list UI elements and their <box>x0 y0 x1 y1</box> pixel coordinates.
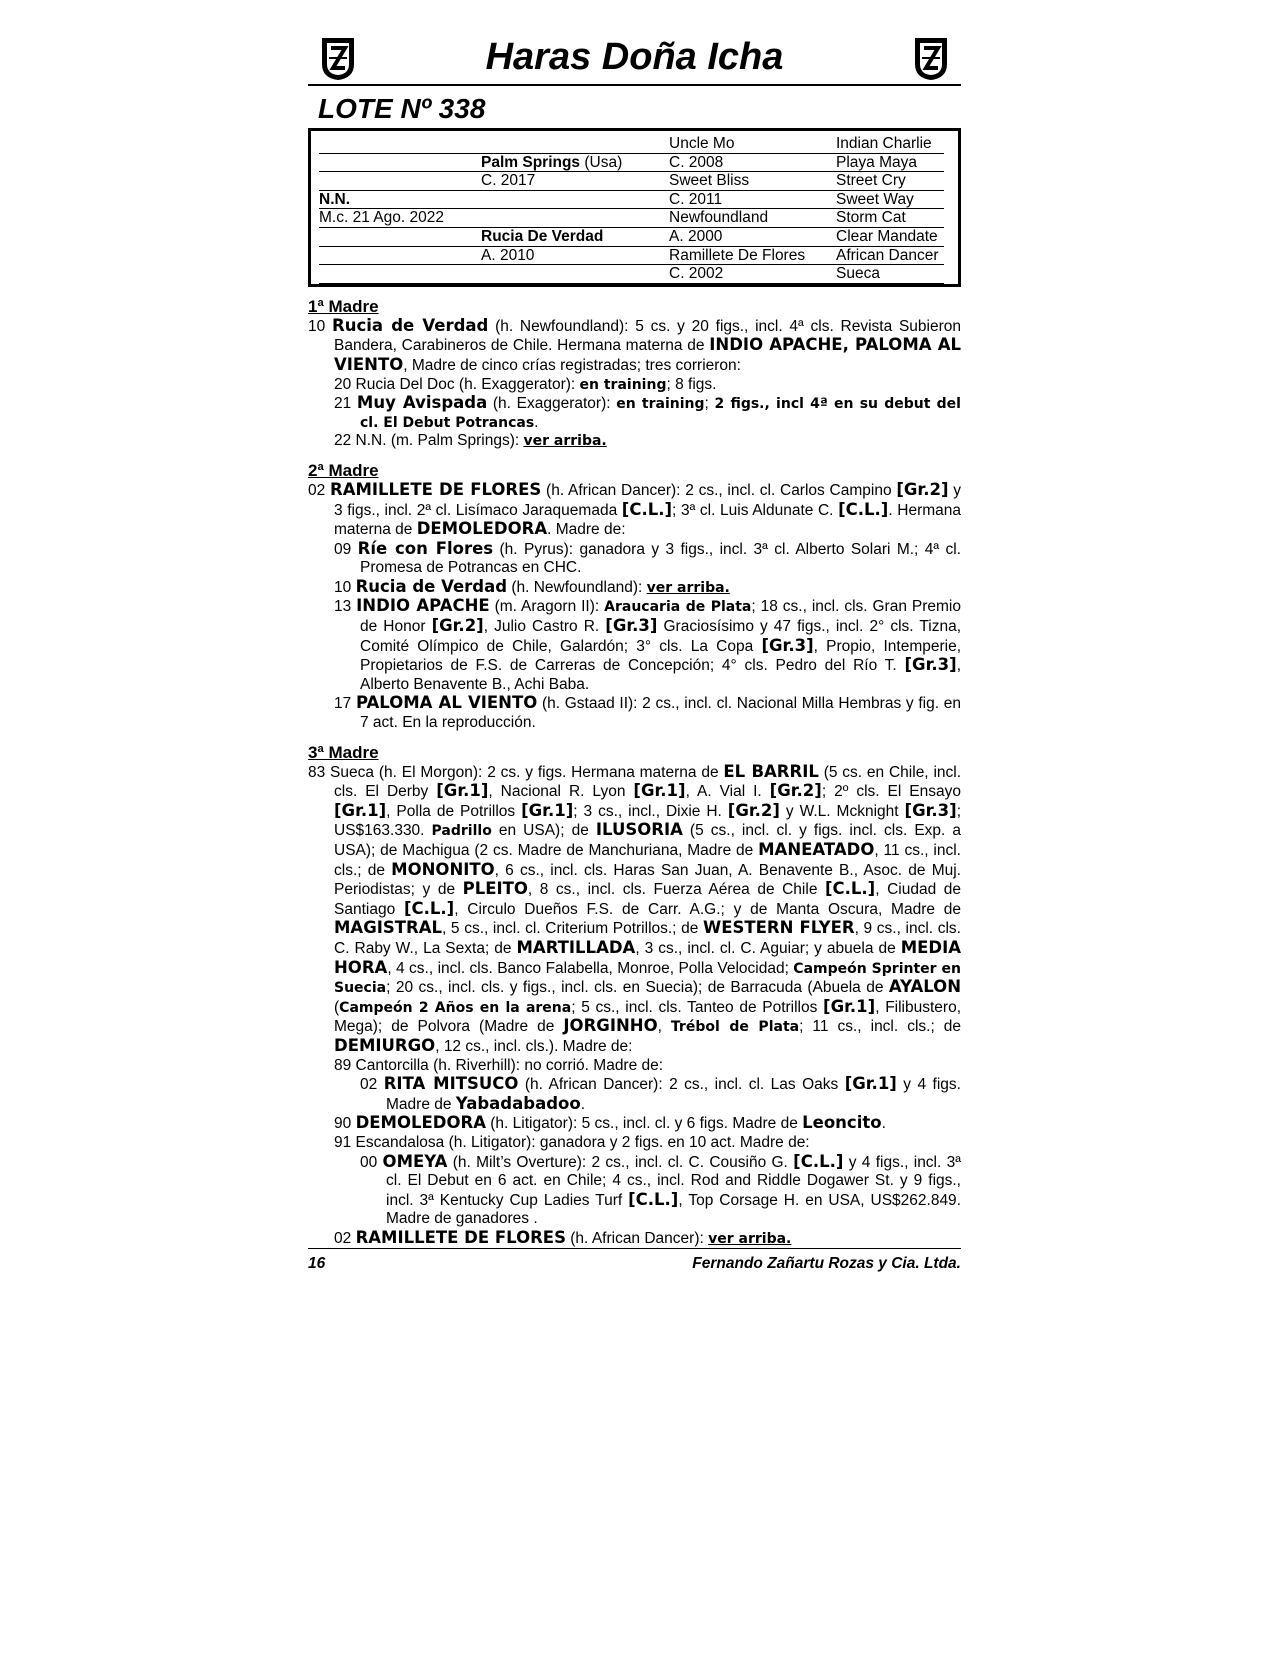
pedigree-cell: A. 2000 <box>669 228 836 247</box>
pedigree-cell <box>319 172 481 191</box>
pedigree-cell <box>481 209 669 228</box>
pedigree-cell <box>319 228 481 247</box>
pedigree-row <box>319 228 944 247</box>
second-dam-section <box>308 461 961 733</box>
offspring-entry: 91 Escandalosa (h. Litigator): ganadora y 2 figs. en 10 act. Madre de: <box>334 1133 810 1151</box>
pedigree-cell: Sueca <box>836 265 944 284</box>
pedigree-cell: African Dancer <box>836 247 944 266</box>
first-dam-section <box>308 297 961 451</box>
dam-entry: 10 Rucia de Verdad (h. Newfoundland): 5 cs. y 20 figs., incl. 4ª cls. Revista Subieron Bandera, Carabineros de Chile. Hermana materna de INDIO APACHE, PALOMA AL VIENTO, Madre de cinco crías registradas; tres corrieron: <box>308 315 961 374</box>
pedigree-cell: Clear Mandate <box>836 228 944 247</box>
pedigree-cell <box>481 135 669 154</box>
pedigree-cell <box>481 265 669 284</box>
pedigree-cell: C. 2002 <box>669 265 836 284</box>
offspring-entry: 22 N.N. (m. Palm Springs): ver arriba. <box>334 432 607 450</box>
pedigree-cell <box>319 154 481 173</box>
pedigree-cell <box>319 247 481 266</box>
pedigree-cell <box>481 191 669 210</box>
offspring-entry: 21 Muy Avispada (h. Exaggerator): en training; 2 figs., incl 4ª en su debut del cl. El Debut Potrancas. <box>334 393 961 431</box>
pedigree-cell: C. 2017 <box>481 172 669 191</box>
section-heading: 1ª Madre <box>308 296 379 316</box>
pedigree-row <box>319 135 944 154</box>
pedigree-cell: Playa Maya <box>836 154 944 173</box>
offspring-entry: 20 Rucia Del Doc (h. Exaggerator): en training; 8 figs. <box>334 375 717 393</box>
pedigree-cell: Storm Cat <box>836 209 944 228</box>
offspring-entry: 09 Ríe con Flores (h. Pyrus): ganadora y 3 figs., incl. 3ª cl. Alberto Solari M.; 4ª cl. Promesa de Potrancas en CHC. <box>334 538 961 577</box>
pedigree-cell: Newfoundland <box>669 209 836 228</box>
offspring-entry: 02 RAMILLETE DE FLORES (h. African Dancer): ver arriba. <box>334 1227 792 1247</box>
pedigree-cell <box>319 265 481 284</box>
page-footer <box>308 1248 961 1273</box>
offspring-entry: 90 DEMOLEDORA (h. Litigator): 5 cs., incl. cl. y 6 figs. Madre de Leoncito. <box>334 1113 886 1133</box>
lot-number: LOTE Nº 338 <box>318 93 486 124</box>
pedigree-row <box>319 191 944 210</box>
dam-entry: 83 Sueca (h. El Morgon): 2 cs. y figs. Hermana materna de EL BARRIL (5 cs. en Chile, incl. cls. El Derby [Gr.1], Nacional R. Lyon [Gr.1], A. Vial I. [Gr.2]; 2º cls. El Ensayo [Gr.1], Polla de Potrillos [Gr.1]; 3 cs., incl., Dixie H. [Gr.2] y W.L. Mcknight [Gr.3]; US$163.330. Padrillo en USA); de ILUSORIA (5 cs., incl. cl. y figs. incl. cls. Exp. a USA); de Machigua (2 cs. Madre de Manchuriana, Madre de MANEATADO, 11 cs., incl. cls.; de MONONITO, 6 cs., incl. cls. Haras San Juan, A. Benavente B., Asoc. de Muj. Periodistas; y de PLEITO, 8 cs., incl. cls. Fuerza Aérea de Chile [C.L.], Ciudad de Santiago [C.L.], Circulo Dueños F.S. de Carr. A.G.; y de Manta Oscura, Madre de MAGISTRAL, 5 cs., incl. cl. Criterium Potrillos.; de WESTERN FLYER, 9 cs., incl. cls. C. Raby W., La Sexta; de MARTILLADA, 3 cs., incl. cl. C. Aguiar; y abuela de MEDIA HORA, 4 cs., incl. cls. Banco Falabella, Monroe, Polla Velocidad; Campeón Sprinter en Suecia; 20 cs., incl. cls. y figs., incl. cls. en Suecia); de Barracuda (Abuela de AYALON (Campeón 2 Años en la arena; 5 cs., incl. cls. Tanteo de Potrillos [Gr.1], Filibustero, Mega); de Polvora (Madre de JORGINHO, Trébol de Plata; 11 cs., incl. cls.; de DEMIURGO, 12 cs., incl. cls.). Madre de: <box>308 761 962 1055</box>
pedigree-cell <box>319 135 481 154</box>
offspring-entry: 89 Cantorcilla (h. Riverhill): no corrió. Madre de: <box>334 1056 664 1074</box>
pedigree-row <box>319 172 944 191</box>
pedigree-cell: Uncle Mo <box>669 135 836 154</box>
page-title: Haras Doña Icha <box>485 36 784 78</box>
pedigree-cell: A. 2010 <box>481 247 669 266</box>
offspring-entry: 10 Rucia de Verdad (h. Newfoundland): ver arriba. <box>334 576 730 596</box>
offspring-entry: 00 OMEYA (h. Milt’s Overture): 2 cs., incl. cl. C. Cousiño G. [C.L.] y 4 figs., incl. 3ª cl. El Debut en 6 act. en Chile; 4 cs., incl. Rod and Riddle Dogawer St. y 9 figs., incl. 3ª Kentucky Cup Ladies Turf [C.L.], Top Corsage H. en USA, US$262.849. Madre de ganadores . <box>360 1151 961 1228</box>
pedigree-cell-foal: N.N. <box>319 191 481 210</box>
catalog-page <box>308 32 961 1248</box>
page-header <box>308 32 961 86</box>
pedigree-cell: Ramillete De Flores <box>669 247 836 266</box>
pedigree-cell: C. 2011 <box>669 191 836 210</box>
section-heading: 3ª Madre <box>308 742 379 762</box>
page-number: 16 <box>308 1255 326 1272</box>
pedigree-row <box>319 154 944 173</box>
pedigree-cell: Sweet Way <box>836 191 944 210</box>
offspring-entry: 02 RITA MITSUCO (h. African Dancer): 2 cs., incl. cl. Las Oaks [Gr.1] y 4 figs. Madre de Yabadabadoo. <box>360 1074 961 1113</box>
pedigree-cell: Indian Charlie <box>836 135 944 154</box>
pedigree-row <box>319 265 944 284</box>
pedigree-row <box>319 247 944 266</box>
pedigree-row <box>319 209 944 228</box>
pedigree-cell-dam: Rucia De Verdad <box>481 228 669 247</box>
pedigree-cell-sire: Palm Springs (Usa) <box>481 154 669 173</box>
dam-entry: 02 RAMILLETE DE FLORES (h. African Dancer): 2 cs., incl. cl. Carlos Campino [Gr.2] y 3 figs., incl. 2ª cl. Lisímaco Jaraquemada [C.L.]; 3ª cl. Luis Aldunate C. [C.L.]. Hermana materna de DEMOLEDORA. Madre de: <box>308 479 961 539</box>
horseshoe-z-logo-icon <box>907 34 955 82</box>
offspring-entry: 13 INDIO APACHE (m. Aragorn II): Araucaria de Plata; 18 cs., incl. cls. Gran Premio de Honor [Gr.2], Julio Castro R. [Gr.3] Graciosísimo y 47 figs., incl. 2° cls. Tizna, Comité Olímpico de Chile, Galardón; 3° cls. La Copa [Gr.3], Propio, Intemperie, Propietarios de F.S. de Carreras de Concepción; 4° cls. Pedro del Río T. [Gr.3], Alberto Benavente B., Achi Baba. <box>334 596 962 693</box>
pedigree-table <box>308 128 961 287</box>
publisher-name: Fernando Zañartu Rozas y Cia. Ltda. <box>692 1255 961 1272</box>
pedigree-cell: C. 2008 <box>669 154 836 173</box>
pedigree-cell: M.c. 21 Ago. 2022 <box>319 209 481 228</box>
offspring-entry: 17 PALOMA AL VIENTO (h. Gstaad II): 2 cs., incl. cl. Nacional Milla Hembras y fig. en 7 act. En la reproducción. <box>334 693 961 732</box>
pedigree-cell: Street Cry <box>836 172 944 191</box>
section-heading: 2ª Madre <box>308 460 379 480</box>
third-dam-section <box>308 743 961 1249</box>
pedigree-cell: Sweet Bliss <box>669 172 836 191</box>
